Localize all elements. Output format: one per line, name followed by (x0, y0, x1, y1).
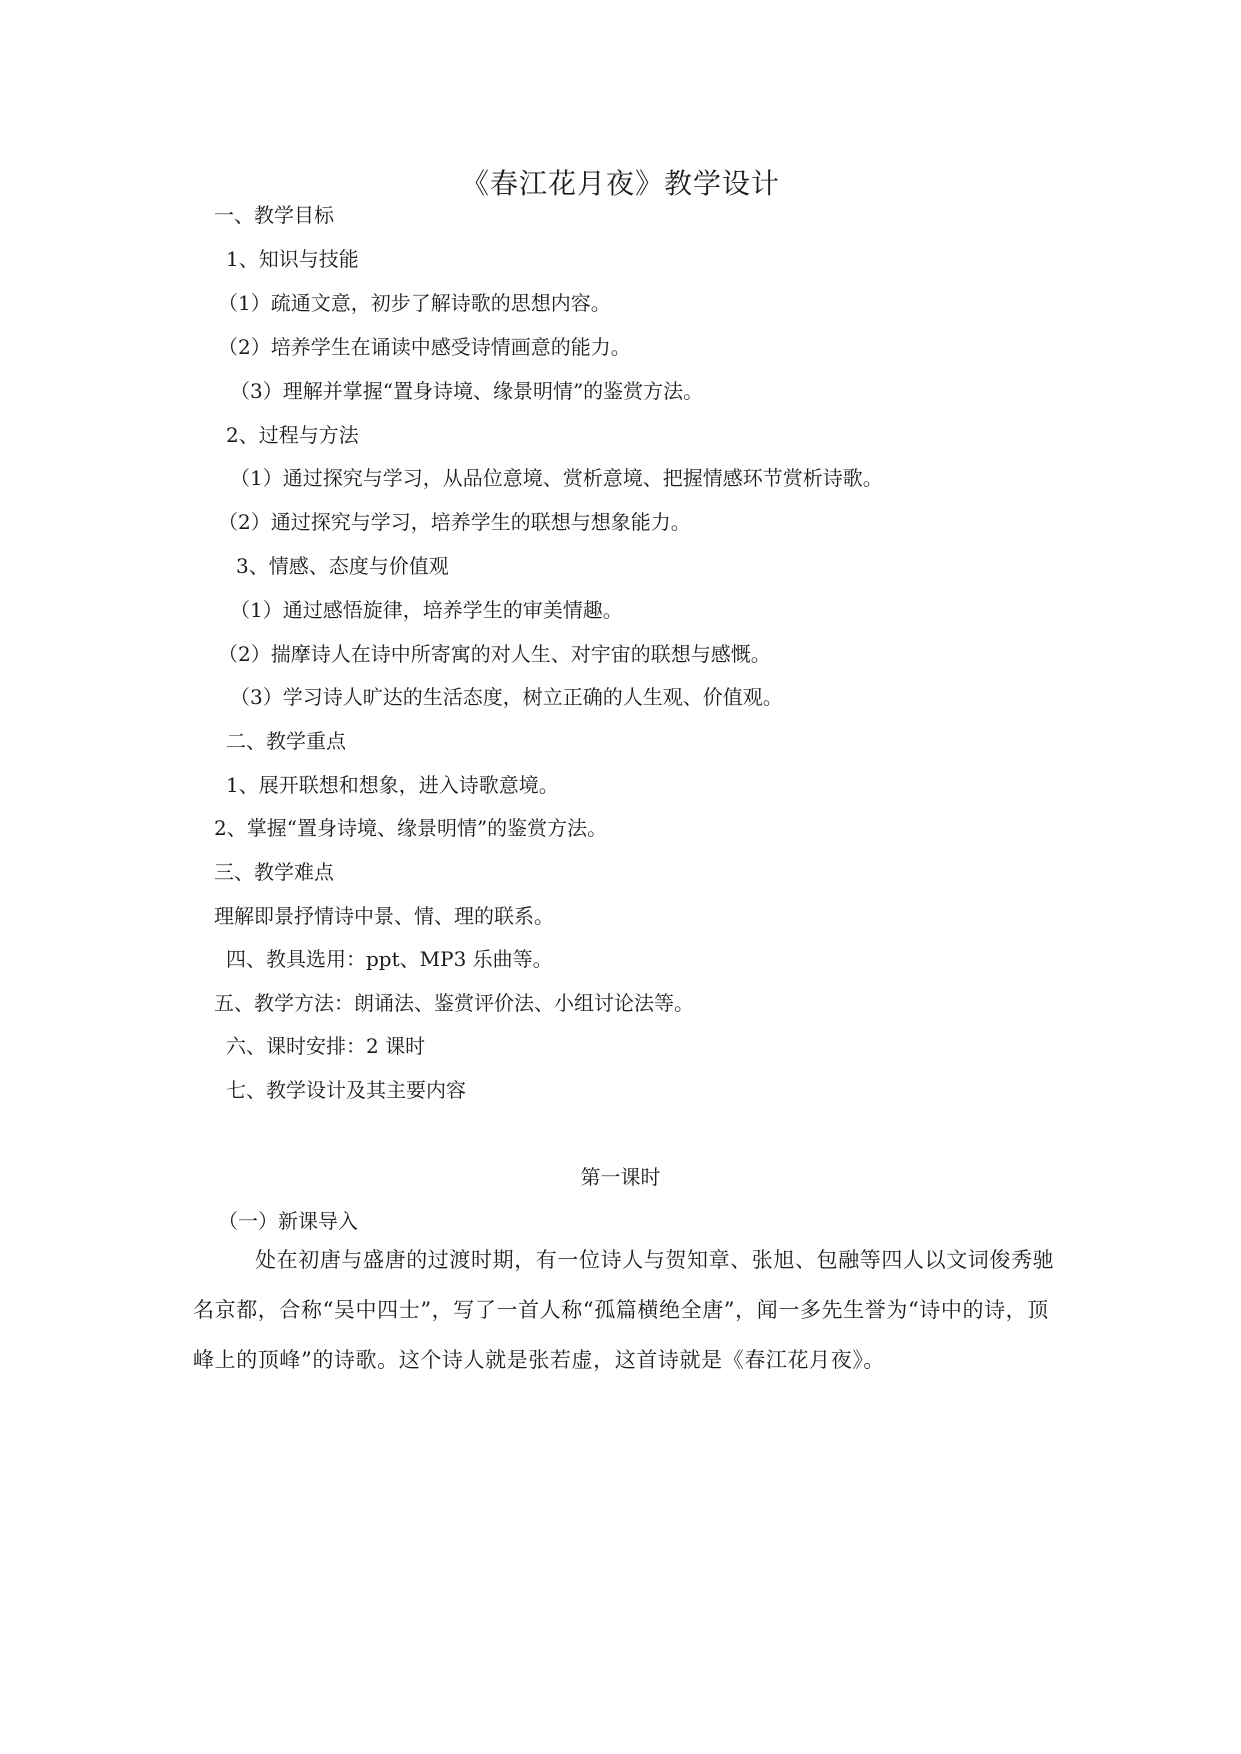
lesson-heading: 第一课时 (580, 1165, 661, 1189)
heading-teaching-aids: 四、教具选用：ppt、MP3 乐曲等。 (226, 947, 553, 971)
goal-item: （1）通过感悟旋律，培养学生的审美情趣。 (230, 598, 623, 622)
goal-item: （1）通过探究与学习，从品位意境、赏析意境、把握情感环节赏析诗歌。 (230, 466, 883, 490)
section-heading: （一）新课导入 (218, 1209, 358, 1233)
heading-key-points: 二、教学重点 (226, 729, 346, 753)
goal-item: （3）理解并掌握“置身诗境、缘景明情”的鉴赏方法。 (230, 379, 704, 403)
subheading-process-method: 2、过程与方法 (226, 423, 359, 447)
goal-item: （1）疏通文意，初步了解诗歌的思想内容。 (218, 291, 611, 315)
goal-item: （2）通过探究与学习，培养学生的联想与想象能力。 (218, 510, 691, 534)
difficulty-item: 理解即景抒情诗中景、情、理的联系。 (214, 904, 554, 928)
heading-design-content: 七、教学设计及其主要内容 (226, 1078, 466, 1102)
subheading-emotion-values: 3、情感、态度与价值观 (236, 554, 449, 578)
goal-item: （2）培养学生在诵读中感受诗情画意的能力。 (218, 335, 631, 359)
heading-teaching-goals: 一、教学目标 (214, 203, 334, 227)
heading-teaching-methods: 五、教学方法：朗诵法、鉴赏评价法、小组讨论法等。 (214, 991, 694, 1015)
key-point-item: 2、掌握“置身诗境、缘景明情”的鉴赏方法。 (214, 816, 608, 840)
heading-difficulties: 三、教学难点 (214, 860, 334, 884)
goal-item: （3）学习诗人旷达的生活态度，树立正确的人生观、价值观。 (230, 685, 783, 709)
document-title: 《春江花月夜》教学设计 (460, 167, 780, 200)
heading-schedule: 六、课时安排：2 课时 (226, 1034, 426, 1058)
key-point-item: 1、展开联想和想象，进入诗歌意境。 (226, 773, 559, 797)
intro-paragraph: 处在初唐与盛唐的过渡时期，有一位诗人与贺知章、张旭、包融等四人以文词俊秀驰名京都，合称“吴中四士”，写了一首人称“孤篇横绝全唐”，闻一多先生誉为“诗中的诗，顶峰上的顶峰”的诗歌。这个诗人就是张若虚，这首诗就是《春江花月夜》。 (193, 1248, 1055, 1372)
goal-item: （2）揣摩诗人在诗中所寄寓的对人生、对宇宙的联想与感慨。 (218, 642, 771, 666)
subheading-knowledge-skills: 1、知识与技能 (226, 247, 359, 271)
